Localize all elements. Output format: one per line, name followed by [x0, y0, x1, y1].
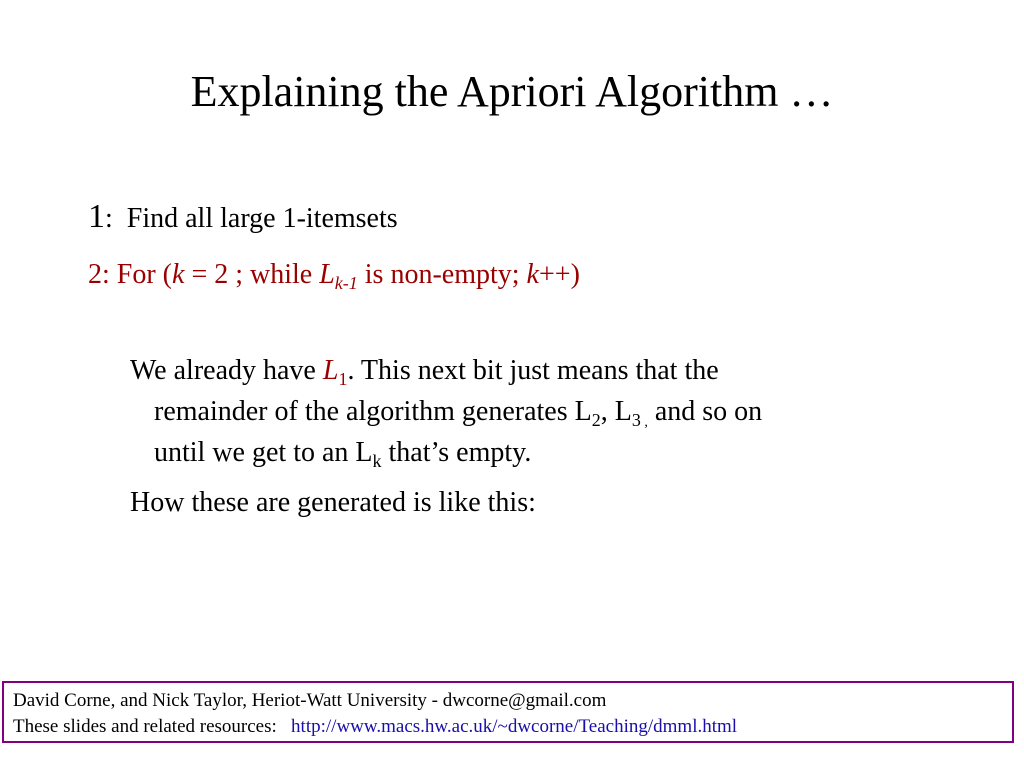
- step-2-init: = 2 ; while: [184, 259, 320, 290]
- step-2: [88, 258, 580, 292]
- para-line-2: [130, 391, 930, 432]
- para-line-1: [130, 350, 930, 391]
- para-L2-sub: 2: [591, 410, 601, 430]
- step-1-text: Find all large 1-itemsets: [126, 203, 398, 234]
- footer-resources-label: These slides and related resources:: [13, 716, 292, 737]
- para-comma: ,: [640, 415, 648, 430]
- step-2-L: L: [319, 259, 335, 290]
- step-2-k2: k: [526, 259, 539, 290]
- para-L1-sub: 1: [338, 369, 348, 389]
- step-1-number: 1: [88, 198, 105, 235]
- para-text: . This next bit just means that the: [347, 355, 719, 386]
- step-2-sub: k-1: [334, 273, 358, 293]
- step-1: [88, 200, 398, 236]
- para-text: We already have: [130, 355, 323, 386]
- footer-resources: [13, 714, 1003, 740]
- step-1-colon: :: [105, 203, 113, 234]
- step-2-prefix: 2: For (: [88, 259, 172, 290]
- step-2-incr: ++): [538, 259, 580, 290]
- para-text: and so on: [647, 396, 763, 427]
- footer-resources-link[interactable]: http://www.macs.hw.ac.uk/~dwcorne/Teaching/dmml.html: [291, 716, 738, 737]
- generation-paragraph: How these are generated is like this:: [130, 487, 536, 518]
- para-Lk-sub: k: [372, 451, 382, 471]
- para-L1: L: [322, 355, 339, 386]
- step-2-cond: is non-empty;: [357, 259, 527, 290]
- slide-title: Explaining the Apriori Algorithm …: [190, 67, 834, 116]
- para-text: until we get to an L: [154, 437, 373, 468]
- para-text: remainder of the algorithm generates L: [154, 396, 592, 427]
- para-L3-sub: [632, 410, 648, 430]
- para-line-3: [130, 432, 930, 473]
- footer-box: [2, 681, 1014, 743]
- para-text: , L: [600, 396, 632, 427]
- para-L3-sub-text: 3: [631, 410, 641, 430]
- explanation-paragraph: [130, 350, 930, 473]
- footer-credits: David Corne, and Nick Taylor, Heriot-Watt University - dwcorne@gmail.com: [13, 690, 607, 711]
- step-2-k: k: [172, 259, 185, 290]
- para-text: that’s empty.: [381, 437, 532, 468]
